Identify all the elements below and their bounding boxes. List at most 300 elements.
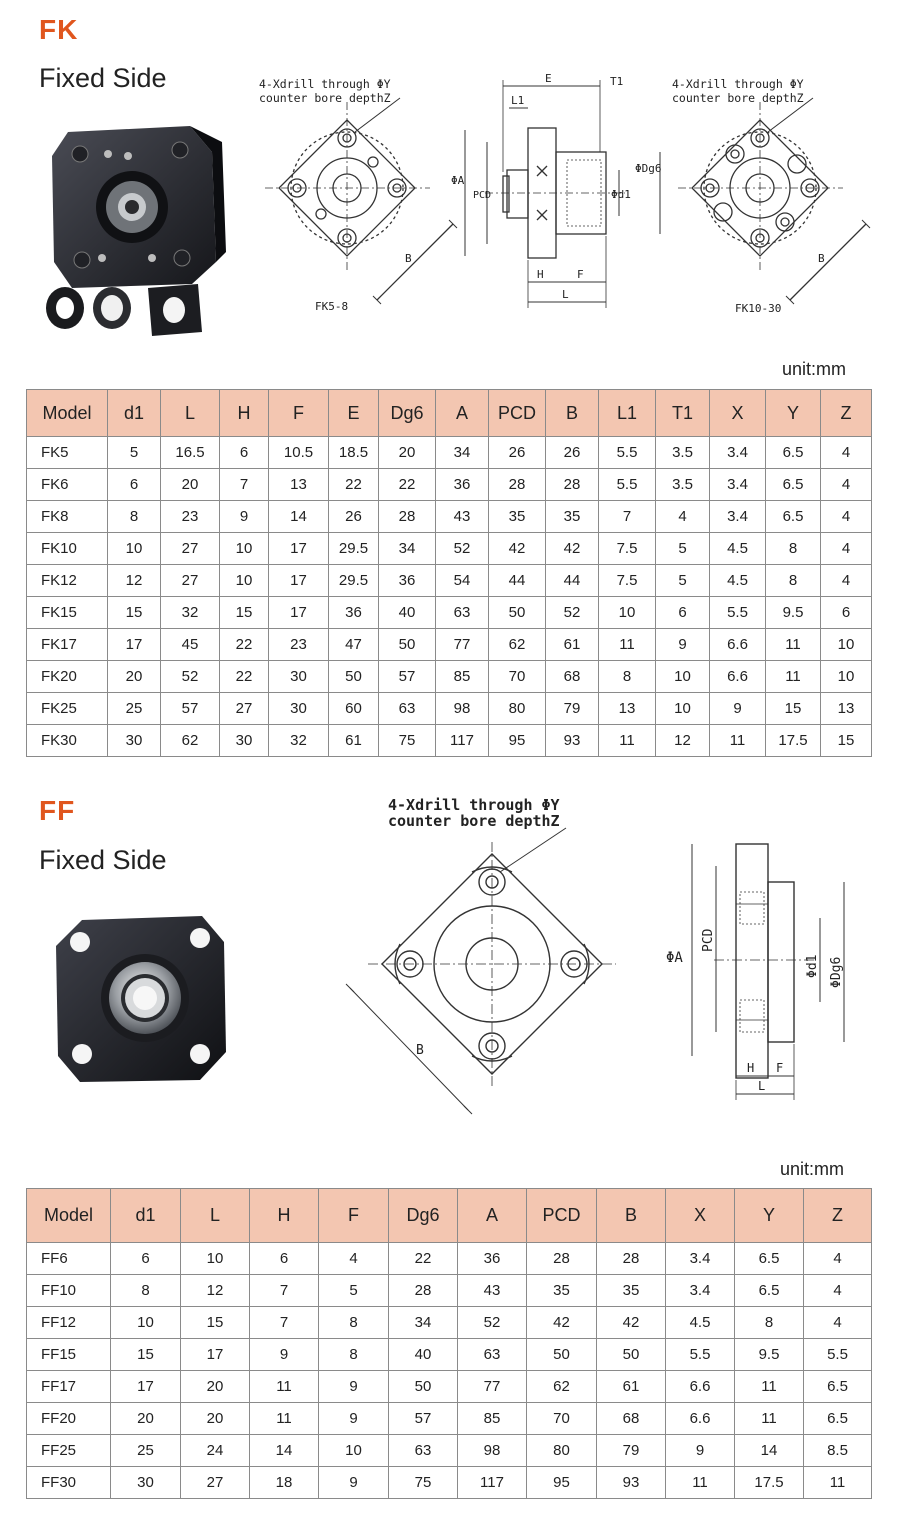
ff-value-cell: 10	[181, 1243, 250, 1275]
ff-value-cell: 75	[389, 1467, 458, 1499]
fk-value-cell: 25	[108, 693, 161, 725]
fk-value-cell: 50	[329, 661, 379, 693]
fk-dim-pcd: PCD	[473, 190, 492, 201]
fk-value-cell: 23	[269, 629, 329, 661]
fk-value-cell: 50	[489, 597, 546, 629]
ff-table-row	[27, 1403, 872, 1435]
fk-value-cell: 57	[161, 693, 220, 725]
ff-value-cell: 42	[597, 1307, 666, 1339]
fk-value-cell: 27	[220, 693, 269, 725]
fk-value-cell: 7.5	[599, 565, 656, 597]
ff-value-cell: 12	[181, 1275, 250, 1307]
fk-value-cell: 17	[108, 629, 161, 661]
ff-model-cell: FF12	[27, 1307, 111, 1339]
ff-model-cell: FF25	[27, 1435, 111, 1467]
ff-value-cell: 28	[527, 1243, 597, 1275]
ff-value-cell: 9	[319, 1467, 389, 1499]
fk-value-cell: 17	[269, 597, 329, 629]
ff-value-cell: 63	[389, 1435, 458, 1467]
fk-value-cell: 44	[546, 565, 599, 597]
fk-value-cell: 9	[710, 693, 766, 725]
fk-value-cell: 52	[161, 661, 220, 693]
ff-subtitle: Fixed Side	[39, 845, 167, 875]
fk-value-cell: 4	[821, 533, 872, 565]
fk-value-cell: 11	[710, 725, 766, 757]
ff-value-cell: 57	[389, 1403, 458, 1435]
ff-dim-a: ΦA	[666, 950, 683, 966]
fk-value-cell: 17	[269, 533, 329, 565]
fk-model-cell: FK25	[27, 693, 108, 725]
fk-table-row	[27, 597, 872, 629]
fk-dim-b-left: B	[405, 252, 412, 265]
fk-value-cell: 8	[766, 533, 821, 565]
fk-model-cell: FK5	[27, 437, 108, 469]
ff-value-cell: 11	[735, 1403, 804, 1435]
ff-callout-line2: counter bore depthZ	[388, 812, 560, 830]
fk-header-cell: L1	[599, 390, 656, 437]
ff-value-cell: 4	[804, 1243, 872, 1275]
ff-value-cell: 93	[597, 1467, 666, 1499]
fk-value-cell: 5	[108, 437, 161, 469]
fk-value-cell: 15	[821, 725, 872, 757]
ff-header-cell: L	[181, 1189, 250, 1243]
fk-table-row	[27, 437, 872, 469]
ff-value-cell: 20	[181, 1371, 250, 1403]
fk-value-cell: 30	[220, 725, 269, 757]
fk-value-cell: 57	[379, 661, 436, 693]
ff-value-cell: 4.5	[666, 1307, 735, 1339]
ff-dim-d1: Φd1	[805, 954, 820, 978]
fk-model-cell: FK20	[27, 661, 108, 693]
ff-product-photo	[52, 912, 232, 1087]
fk-unit-label: unit:mm	[781, 359, 846, 379]
ff-value-cell: 11	[666, 1467, 735, 1499]
ff-value-cell: 30	[111, 1467, 181, 1499]
fk-value-cell: 20	[161, 469, 220, 501]
ff-value-cell: 28	[597, 1243, 666, 1275]
fk-value-cell: 43	[436, 501, 489, 533]
ff-value-cell: 4	[804, 1275, 872, 1307]
fk-value-cell: 60	[329, 693, 379, 725]
ff-header-cell: Z	[804, 1189, 872, 1243]
fk-value-cell: 10	[220, 565, 269, 597]
fk-dim-t1: T1	[610, 75, 624, 88]
ff-value-cell: 8	[319, 1339, 389, 1371]
ff-header-cell: H	[250, 1189, 319, 1243]
fk-value-cell: 26	[489, 437, 546, 469]
fk-callout-right-line2: counter bore depthZ	[672, 91, 804, 105]
fk-label-right: FK10-30	[735, 302, 782, 315]
ff-header-cell: d1	[111, 1189, 181, 1243]
fk-value-cell: 12	[656, 725, 710, 757]
fk-value-cell: 4	[821, 501, 872, 533]
fk-value-cell: 26	[546, 437, 599, 469]
fk-header-cell: E	[329, 390, 379, 437]
ff-value-cell: 61	[597, 1371, 666, 1403]
ff-value-cell: 11	[804, 1467, 872, 1499]
fk-model-cell: FK30	[27, 725, 108, 757]
ff-model-cell: FF30	[27, 1467, 111, 1499]
ff-value-cell: 63	[458, 1339, 527, 1371]
fk-value-cell: 62	[489, 629, 546, 661]
fk-header-row	[27, 390, 872, 437]
fk-value-cell: 8	[599, 661, 656, 693]
fk-value-cell: 68	[546, 661, 599, 693]
fk-value-cell: 17.5	[766, 725, 821, 757]
fk-value-cell: 50	[379, 629, 436, 661]
fk-value-cell: 4.5	[710, 533, 766, 565]
ff-table-row	[27, 1467, 872, 1499]
ff-model-cell: FF15	[27, 1339, 111, 1371]
ff-value-cell: 25	[111, 1435, 181, 1467]
fk-value-cell: 11	[766, 661, 821, 693]
ff-dim-pcd: PCD	[701, 928, 716, 952]
ff-value-cell: 62	[527, 1371, 597, 1403]
ff-value-cell: 18	[250, 1467, 319, 1499]
fk-value-cell: 34	[436, 437, 489, 469]
ff-table-row	[27, 1339, 872, 1371]
fk-value-cell: 6.6	[710, 629, 766, 661]
fk-value-cell: 27	[161, 565, 220, 597]
fk-value-cell: 61	[329, 725, 379, 757]
ff-dim-f: F	[776, 1061, 784, 1075]
fk-value-cell: 13	[821, 693, 872, 725]
fk-value-cell: 34	[379, 533, 436, 565]
fk-label-left: FK5-8	[315, 300, 349, 313]
fk-value-cell: 30	[269, 661, 329, 693]
fk-value-cell: 18.5	[329, 437, 379, 469]
ff-table-row	[27, 1275, 872, 1307]
ff-header-cell: A	[458, 1189, 527, 1243]
fk-value-cell: 8	[766, 565, 821, 597]
ff-header-cell: Model	[27, 1189, 111, 1243]
fk-value-cell: 98	[436, 693, 489, 725]
fk-code: FK	[39, 14, 79, 45]
fk-model-cell: FK12	[27, 565, 108, 597]
ff-value-cell: 9	[319, 1403, 389, 1435]
fk-value-cell: 35	[489, 501, 546, 533]
fk-value-cell: 10	[656, 661, 710, 693]
fk-value-cell: 11	[599, 629, 656, 661]
fk-model-cell: FK10	[27, 533, 108, 565]
fk-value-cell: 30	[269, 693, 329, 725]
fk-header-cell: X	[710, 390, 766, 437]
ff-value-cell: 5.5	[804, 1339, 872, 1371]
ff-value-cell: 77	[458, 1371, 527, 1403]
ff-header-cell: F	[319, 1189, 389, 1243]
fk-value-cell: 6.5	[766, 437, 821, 469]
fk-model-cell: FK15	[27, 597, 108, 629]
ff-dim-l: L	[758, 1079, 766, 1093]
fk-value-cell: 80	[489, 693, 546, 725]
fk-dim-d1: Φd1	[611, 188, 631, 201]
fk-value-cell: 3.5	[656, 469, 710, 501]
fk-value-cell: 22	[220, 629, 269, 661]
fk-value-cell: 26	[329, 501, 379, 533]
ff-value-cell: 22	[389, 1243, 458, 1275]
fk-value-cell: 5.5	[599, 469, 656, 501]
fk-value-cell: 36	[329, 597, 379, 629]
ff-value-cell: 70	[527, 1403, 597, 1435]
fk-value-cell: 29.5	[329, 533, 379, 565]
fk-value-cell: 5.5	[710, 597, 766, 629]
fk-value-cell: 22	[220, 661, 269, 693]
ff-value-cell: 35	[597, 1275, 666, 1307]
fk-model-cell: FK6	[27, 469, 108, 501]
fk-table-row	[27, 629, 872, 661]
ff-model-cell: FF6	[27, 1243, 111, 1275]
ff-value-cell: 42	[527, 1307, 597, 1339]
fk-value-cell: 47	[329, 629, 379, 661]
fk-table-row	[27, 693, 872, 725]
fk-value-cell: 10.5	[269, 437, 329, 469]
fk-value-cell: 28	[546, 469, 599, 501]
ff-value-cell: 50	[597, 1339, 666, 1371]
fk-spec-table	[26, 389, 872, 757]
ff-value-cell: 40	[389, 1339, 458, 1371]
fk-value-cell: 15	[766, 693, 821, 725]
fk-value-cell: 40	[379, 597, 436, 629]
ff-value-cell: 117	[458, 1467, 527, 1499]
fk-value-cell: 15	[108, 597, 161, 629]
fk-value-cell: 10	[220, 533, 269, 565]
fk-value-cell: 4	[821, 565, 872, 597]
ff-value-cell: 14	[735, 1435, 804, 1467]
fk-value-cell: 63	[379, 693, 436, 725]
ff-code: FF	[39, 795, 76, 826]
fk-product-photo	[40, 112, 235, 347]
fk-dim-f: F	[577, 268, 584, 281]
ff-value-cell: 5.5	[666, 1339, 735, 1371]
ff-table-row	[27, 1435, 872, 1467]
fk-value-cell: 75	[379, 725, 436, 757]
fk-value-cell: 10	[821, 629, 872, 661]
ff-model-cell: FF17	[27, 1371, 111, 1403]
fk-value-cell: 9.5	[766, 597, 821, 629]
fk-value-cell: 7.5	[599, 533, 656, 565]
ff-value-cell: 9	[319, 1371, 389, 1403]
fk-value-cell: 11	[766, 629, 821, 661]
fk-value-cell: 10	[821, 661, 872, 693]
ff-value-cell: 20	[181, 1403, 250, 1435]
fk-value-cell: 6.5	[766, 469, 821, 501]
ff-value-cell: 34	[389, 1307, 458, 1339]
ff-table-row	[27, 1243, 872, 1275]
fk-value-cell: 6	[108, 469, 161, 501]
ff-value-cell: 50	[389, 1371, 458, 1403]
fk-value-cell: 3.4	[710, 501, 766, 533]
fk-header-cell: PCD	[489, 390, 546, 437]
fk-table-row	[27, 725, 872, 757]
ff-dim-dg6: ΦDg6	[829, 956, 844, 988]
fk-model-cell: FK17	[27, 629, 108, 661]
fk-value-cell: 8	[108, 501, 161, 533]
fk-value-cell: 3.5	[656, 437, 710, 469]
ff-value-cell: 11	[250, 1403, 319, 1435]
fk-value-cell: 42	[546, 533, 599, 565]
ff-table-row	[27, 1307, 872, 1339]
ff-value-cell: 28	[389, 1275, 458, 1307]
fk-header-cell: F	[269, 390, 329, 437]
fk-header-cell: T1	[656, 390, 710, 437]
ff-header-cell: PCD	[527, 1189, 597, 1243]
ff-value-cell: 17	[111, 1371, 181, 1403]
fk-value-cell: 54	[436, 565, 489, 597]
fk-value-cell: 42	[489, 533, 546, 565]
ff-dim-b: B	[416, 1043, 424, 1058]
fk-value-cell: 10	[656, 693, 710, 725]
ff-value-cell: 52	[458, 1307, 527, 1339]
fk-value-cell: 3.4	[710, 437, 766, 469]
ff-value-cell: 98	[458, 1435, 527, 1467]
fk-header-cell: d1	[108, 390, 161, 437]
ff-callout-line1: 4-Xdrill through ΦY	[388, 796, 560, 814]
fk-dim-h: H	[537, 268, 544, 281]
fk-value-cell: 9	[220, 501, 269, 533]
fk-value-cell: 27	[161, 533, 220, 565]
fk-value-cell: 23	[161, 501, 220, 533]
ff-value-cell: 5	[319, 1275, 389, 1307]
fk-value-cell: 22	[329, 469, 379, 501]
fk-value-cell: 20	[379, 437, 436, 469]
fk-dim-a: ΦA	[451, 174, 465, 187]
fk-callout-line1: 4-Xdrill through ΦY	[259, 77, 391, 91]
fk-value-cell: 16.5	[161, 437, 220, 469]
fk-table-row	[27, 469, 872, 501]
fk-value-cell: 29.5	[329, 565, 379, 597]
fk-value-cell: 7	[220, 469, 269, 501]
ff-value-cell: 14	[250, 1435, 319, 1467]
fk-value-cell: 63	[436, 597, 489, 629]
fk-callout-line2: counter bore depthZ	[259, 91, 391, 105]
ff-value-cell: 6.6	[666, 1371, 735, 1403]
ff-value-cell: 6.5	[735, 1243, 804, 1275]
fk-value-cell: 70	[489, 661, 546, 693]
fk-dim-b-right: B	[818, 252, 825, 265]
ff-value-cell: 36	[458, 1243, 527, 1275]
ff-table-row	[27, 1371, 872, 1403]
fk-table-row	[27, 661, 872, 693]
fk-value-cell: 14	[269, 501, 329, 533]
fk-value-cell: 13	[599, 693, 656, 725]
fk-value-cell: 4	[656, 501, 710, 533]
ff-value-cell: 3.4	[666, 1243, 735, 1275]
fk-value-cell: 77	[436, 629, 489, 661]
ff-value-cell: 80	[527, 1435, 597, 1467]
fk-value-cell: 11	[599, 725, 656, 757]
fk-header-cell: H	[220, 390, 269, 437]
fk-value-cell: 28	[489, 469, 546, 501]
fk-value-cell: 52	[546, 597, 599, 629]
fk-value-cell: 32	[269, 725, 329, 757]
fk-value-cell: 7	[599, 501, 656, 533]
fk-value-cell: 36	[379, 565, 436, 597]
ff-header-row	[27, 1189, 872, 1243]
fk-value-cell: 20	[108, 661, 161, 693]
fk-value-cell: 9	[656, 629, 710, 661]
ff-value-cell: 68	[597, 1403, 666, 1435]
fk-header-cell: Model	[27, 390, 108, 437]
fk-value-cell: 5	[656, 533, 710, 565]
fk-table-row	[27, 501, 872, 533]
fk-header-cell: Dg6	[379, 390, 436, 437]
ff-value-cell: 8.5	[804, 1435, 872, 1467]
ff-value-cell: 35	[527, 1275, 597, 1307]
fk-table-row	[27, 565, 872, 597]
ff-technical-drawing	[330, 792, 870, 1122]
fk-value-cell: 32	[161, 597, 220, 629]
fk-value-cell: 6.5	[766, 501, 821, 533]
ff-value-cell: 9	[250, 1339, 319, 1371]
fk-model-cell: FK8	[27, 501, 108, 533]
fk-header-cell: B	[546, 390, 599, 437]
ff-header-cell: Y	[735, 1189, 804, 1243]
fk-value-cell: 35	[546, 501, 599, 533]
ff-value-cell: 6	[111, 1243, 181, 1275]
ff-value-cell: 11	[250, 1371, 319, 1403]
fk-callout-right-line1: 4-Xdrill through ΦY	[672, 77, 804, 91]
ff-value-cell: 9	[666, 1435, 735, 1467]
ff-dim-h: H	[747, 1061, 755, 1075]
fk-value-cell: 5	[656, 565, 710, 597]
fk-header-cell: L	[161, 390, 220, 437]
ff-value-cell: 8	[319, 1307, 389, 1339]
ff-value-cell: 15	[111, 1339, 181, 1371]
ff-value-cell: 6.5	[804, 1403, 872, 1435]
ff-value-cell: 8	[111, 1275, 181, 1307]
ff-value-cell: 4	[804, 1307, 872, 1339]
ff-header-cell: B	[597, 1189, 666, 1243]
fk-value-cell: 44	[489, 565, 546, 597]
fk-value-cell: 36	[436, 469, 489, 501]
fk-value-cell: 30	[108, 725, 161, 757]
fk-value-cell: 4.5	[710, 565, 766, 597]
fk-dim-l: L	[562, 288, 569, 301]
ff-value-cell: 6.5	[735, 1275, 804, 1307]
fk-value-cell: 17	[269, 565, 329, 597]
ff-value-cell: 10	[319, 1435, 389, 1467]
ff-value-cell: 50	[527, 1339, 597, 1371]
fk-value-cell: 3.4	[710, 469, 766, 501]
fk-value-cell: 79	[546, 693, 599, 725]
ff-spec-table	[26, 1188, 872, 1499]
ff-value-cell: 17	[181, 1339, 250, 1371]
ff-value-cell: 10	[111, 1307, 181, 1339]
fk-value-cell: 13	[269, 469, 329, 501]
fk-header-cell: Y	[766, 390, 821, 437]
fk-technical-drawing	[255, 72, 875, 322]
ff-model-cell: FF10	[27, 1275, 111, 1307]
fk-value-cell: 93	[546, 725, 599, 757]
fk-value-cell: 45	[161, 629, 220, 661]
ff-value-cell: 9.5	[735, 1339, 804, 1371]
ff-value-cell: 8	[735, 1307, 804, 1339]
fk-dim-dg6: ΦDg6	[635, 162, 662, 175]
ff-value-cell: 20	[111, 1403, 181, 1435]
ff-model-cell: FF20	[27, 1403, 111, 1435]
fk-value-cell: 6	[220, 437, 269, 469]
fk-value-cell: 6	[656, 597, 710, 629]
fk-value-cell: 52	[436, 533, 489, 565]
fk-header-cell: Z	[821, 390, 872, 437]
ff-value-cell: 43	[458, 1275, 527, 1307]
ff-value-cell: 6.5	[804, 1371, 872, 1403]
ff-unit-label: unit:mm	[779, 1159, 844, 1179]
fk-value-cell: 4	[821, 437, 872, 469]
fk-value-cell: 4	[821, 469, 872, 501]
ff-value-cell: 6	[250, 1243, 319, 1275]
ff-value-cell: 95	[527, 1467, 597, 1499]
